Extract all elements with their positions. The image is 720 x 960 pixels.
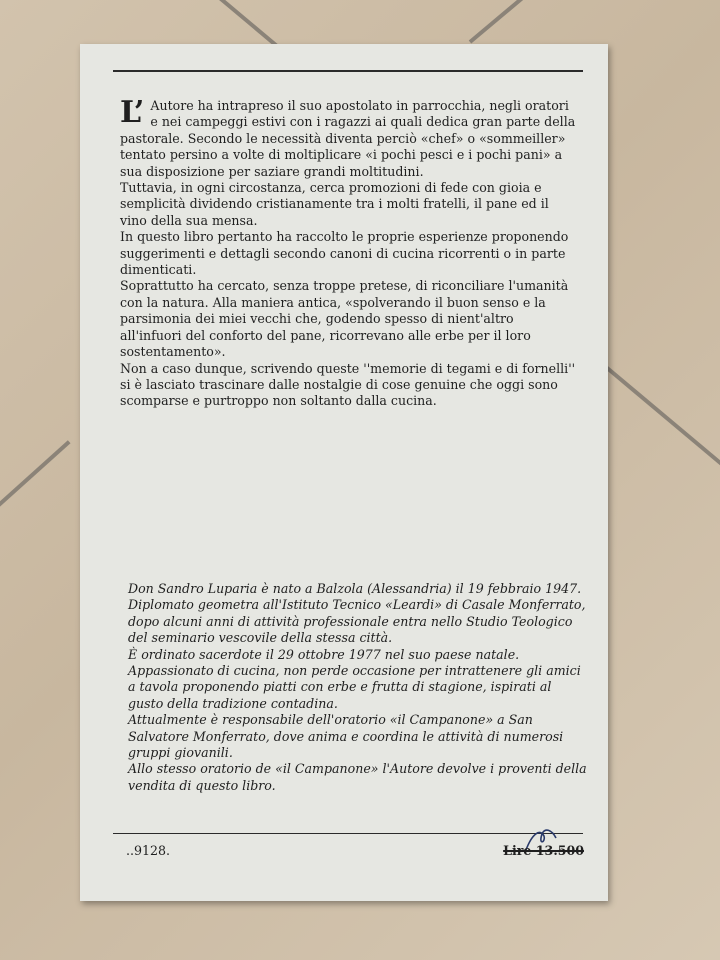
- bio-paragraph: Attualmente è responsabile dell'oratorio «il Campanone» a San Salvatore Monferrato, dove anima e coordina le attività di numerosi gruppi giovanili.: [128, 712, 564, 761]
- top-rule: [113, 70, 583, 72]
- price-label: Lire 13.500: [503, 843, 584, 858]
- blurb-text: [120, 95, 578, 410]
- author-bio: [128, 581, 588, 794]
- book-back-cover: [80, 44, 608, 901]
- bio-paragraph: Appassionato di cucina, non perde occasione per intrattenere gli amici a tavola proponendo piatti con erbe e frutta di stagione, ispirati al gusto della tradizione contadina.: [128, 663, 581, 711]
- bio-paragraph: Don Sandro Luparia è nato a Balzola (Alessandria) il 19 febbraio 1947.: [128, 581, 582, 596]
- blurb-paragraph: Soprattutto ha cercato, senza troppe pretese, di riconciliare l'umanità con la natura. Alla maniera antica, «spolverando il buon senso e la parsimonia dei miei vecchi che, godendo spesso di nient'altro all'infuori del conforto del pane, ricorrevano alle erbe per il loro sostentamento».: [120, 278, 569, 360]
- bio-paragraph: Diplomato geometra all'Istituto Tecnico «Leardi» di Casale Monferrato, dopo alcuni anni di attività professionale entra nello Studio Teologico del seminario vescovile della stessa città.: [128, 597, 586, 646]
- blurb-paragraph: Tuttavia, in ogni circostanza, cerca promozioni di fede con gioia e semplicità dividendo cristianamente tra i molti fratelli, il pane ed il vino della sua mensa.: [120, 180, 549, 228]
- blurb-paragraph: L’ Autore ha intrapreso il suo apostolato in parrocchia, negli oratori e nei campeggi estivi con i ragazzi ai quali dedica gran parte della pastorale. Secondo le necessità diventa perciò «chef» o «sommeiller» tentato persino a volte di moltiplicare «i pochi pesci e i pochi pani» a sua disposizione per saziare grandi moltitudini.: [120, 95, 576, 179]
- blurb-paragraph: In questo libro pertanto ha raccolto le proprie esperienze proponendo suggerimenti e dettagli secondo canoni di cucina ricorrenti o in parte dimenticati.: [120, 229, 569, 278]
- bottom-rule: [113, 833, 583, 834]
- catalog-code: ..9128.: [126, 843, 171, 858]
- bio-paragraph: Allo stesso oratorio de «il Campanone» l'Autore devolve i proventi della vendita di questo libro.: [128, 761, 587, 793]
- blurb-paragraph: Non a caso dunque, scrivendo queste ''memorie di tegami e di fornelli'' si è lasciato trascinare dalle nostalgie di cose genuine che oggi sono scomparse e purtroppo non soltanto dalla cucina.: [120, 360, 576, 409]
- bio-paragraph: È ordinato sacerdote il 29 ottobre 1977 nel suo paese natale.: [128, 646, 520, 662]
- drop-cap: L’: [120, 95, 145, 130]
